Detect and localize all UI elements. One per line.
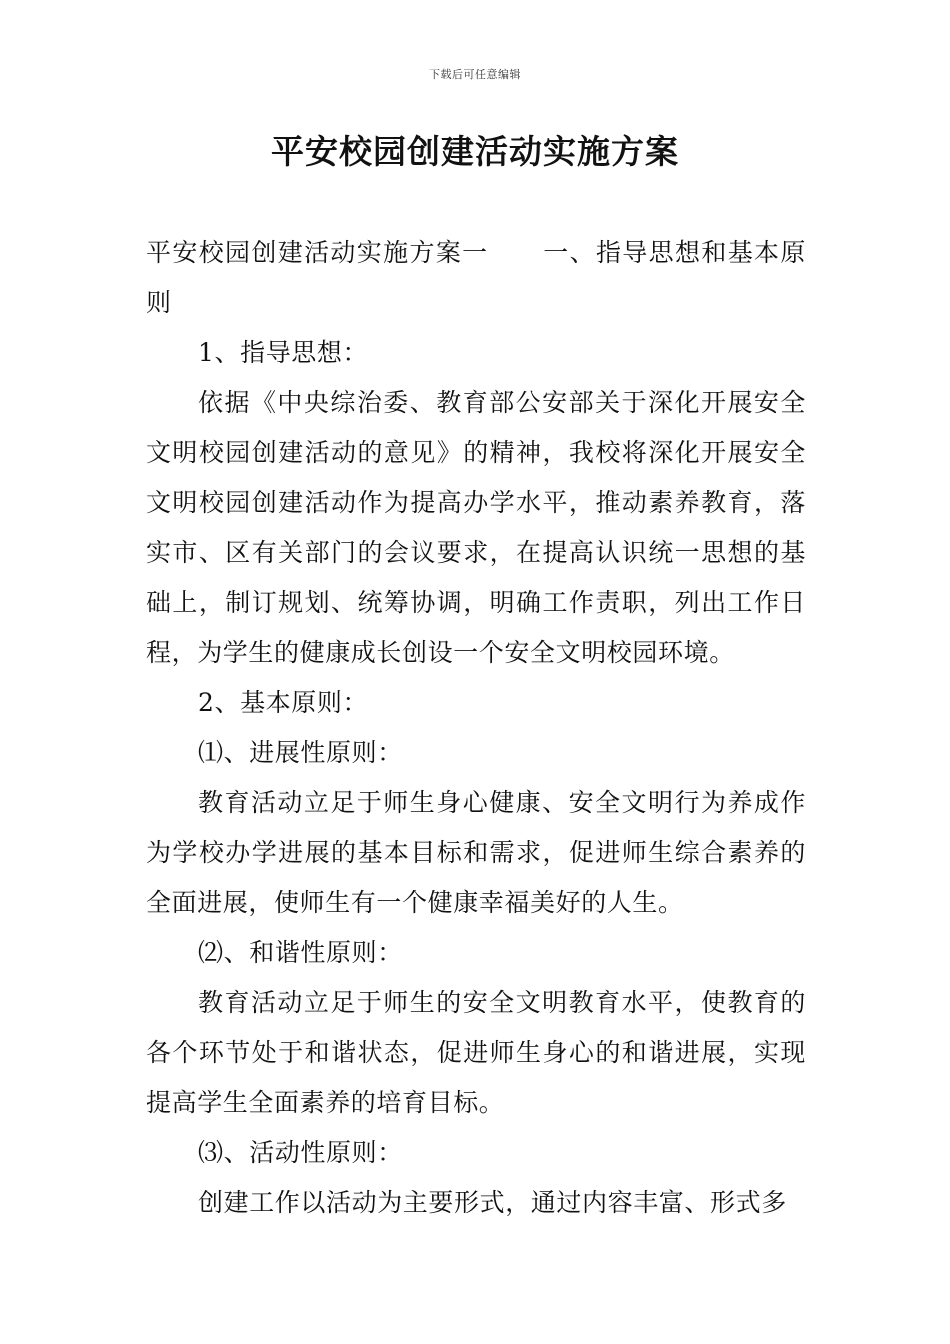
header-note: 下载后可任意编辑 [429,68,521,81]
paragraph-principle-3: 创建工作以活动为主要形式，通过内容丰富、形式多 [198,1188,787,1217]
principle-heading-1: ⑴、进展性原则： [198,738,403,767]
intro-right-text: 一、指导思想和基本原则 [146,238,806,317]
section-heading-2: 2、基本原则： [198,688,369,717]
paragraph-principle-1: 教育活动立足于师生身心健康、安全文明行为养成作为学校办学进展的基本目标和需求，促进师生综合素养的全面进展，使师生有一个健康幸福美好的人生。 [146,788,806,917]
principle-heading-3: ⑶、活动性原则： [198,1138,403,1167]
intro-paragraph [146,228,806,328]
intro-left-text: 平安校园创建活动实施方案一 [146,238,489,267]
paragraph-principle-2: 教育活动立足于师生的安全文明教育水平，使教育的各个环节处于和谐状态，促进师生身心的和谐进展，实现提高学生全面素养的培育目标。 [146,988,806,1117]
section-heading-1: 1、指导思想： [198,338,369,367]
document-body [146,228,806,1228]
principle-heading-2: ⑵、和谐性原则： [198,938,403,967]
page-title: 平安校园创建活动实施方案 [271,132,679,171]
paragraph-guiding-thought: 依据《中央综治委、教育部公安部关于深化开展安全文明校园创建活动的意见》的精神，我校将深化开展安全文明校园创建活动作为提高办学水平，推动素养教育，落实市、区有关部门的会议要求，在提高认识统一思想的基础上，制订规划、统筹协调，明确工作责职，列出工作日程，为学生的健康成长创设一个安全文明校园环境。 [146,388,806,667]
